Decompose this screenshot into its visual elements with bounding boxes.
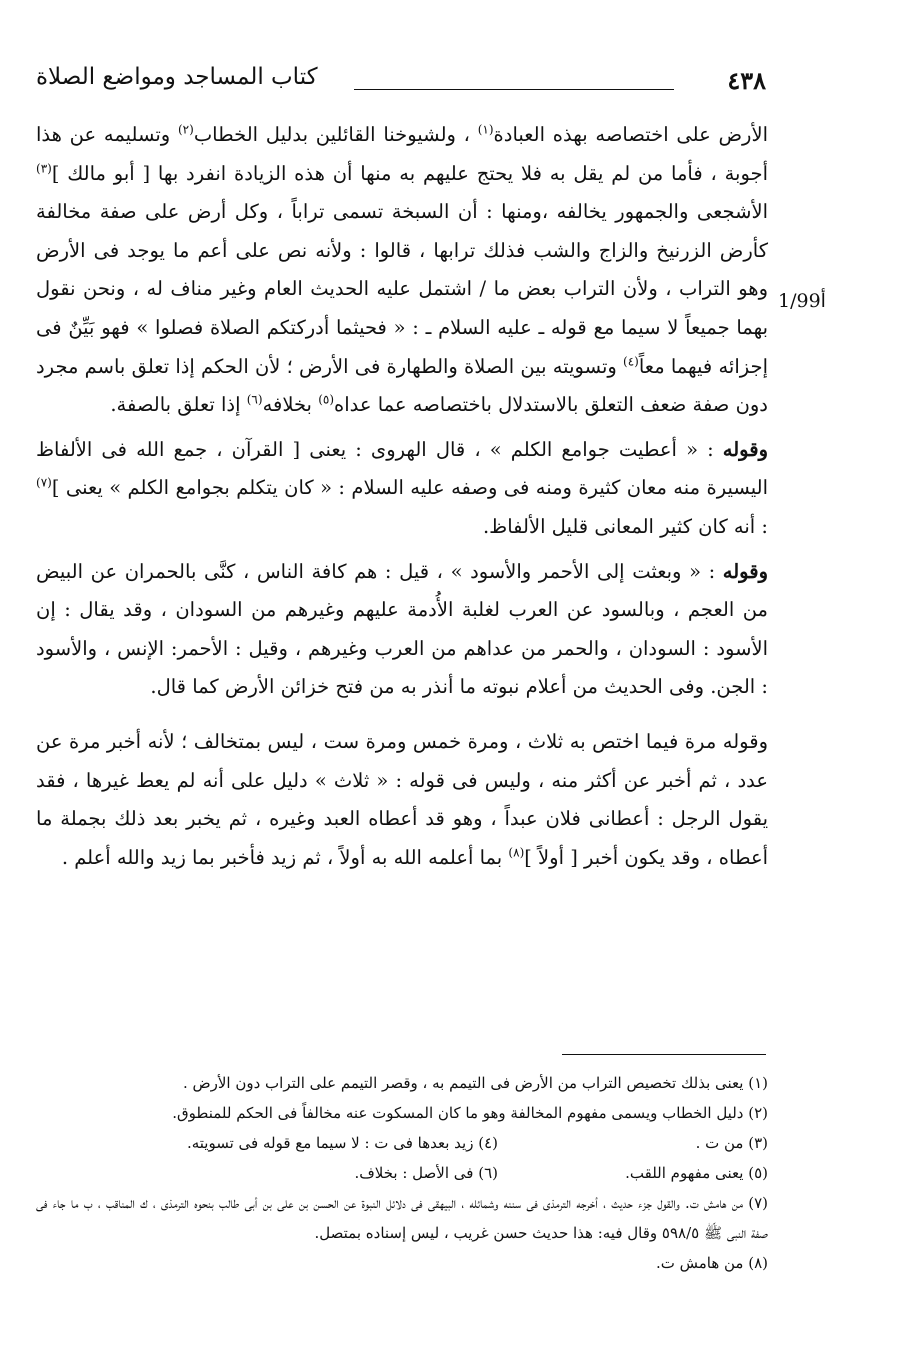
- page-number: ٤٣٨: [727, 66, 766, 95]
- footnote-ref-3[interactable]: (٣): [36, 161, 52, 176]
- text-run: : « وبعثت إلى الأحمر والأسود » ، قيل : هم كافة الناس ، كنَّى بالحمران عن البيض من العجم ، وبالسود عن العرب لغلبة الأُدمة عليهم وغيرهم من السودان ، وقد يقال : إن الأسود : السودان ، والحمر من عداهم من العرب وغيرهم ، وقيل : الأحمر: الإنس ، والأسود : الجن. وفى الحديث من أعلام نبوته ما أنذر به من فتح خزائن الأرض كما قال.: [36, 559, 768, 699]
- text-run: : « أعطيت جوامع الكلم » ، قال الهروى : يعنى [ القرآن ، جمع الله فى الألفاظ اليسيرة منه معان كثيرة ومنه فى وصفه عليه السلام : « كان يتكلم بجوامع الكلم » يعنى ]: [36, 437, 768, 500]
- footnote-ref-1[interactable]: (١): [477, 122, 494, 137]
- footnotes: [36, 1068, 768, 1278]
- paragraph-1: [36, 116, 768, 425]
- text-run: الأشجعى والجمهور يخالفه ،ومنها : أن السبخة تسمى تراباً ، وكل أرض على صفة مخالفة كأرض الزرنيخ والزاج والشب فذلك ترابها ، قالوا : ولأنه نص على أعم ما يوجد فى الأرض وهو التراب ، ولأن التراب بعض ما / اشتمل عليه الحديث العام وغير مناف له ، ونحن نقول بهما جميعاً لا سيما مع قوله ـ عليه السلام ـ : « فحيثما أدركتكم الصلاة فصلوا » فهو بَيِّنٌ فى إجزائه فيهما معاً: [36, 200, 768, 378]
- text-run: إذا تعلق بالصفة.: [110, 393, 247, 417]
- footnote-ref-2[interactable]: (٢): [177, 122, 194, 137]
- footnote-row-5-6: [36, 1158, 768, 1188]
- text-run: وتسليمه عن هذا أجوبة ، فأما من لم يقل به فلا يحتج عليهم به منها أن هذه الزيادة انفرد بها [ أبو مالك ]: [36, 123, 768, 185]
- header-rule: [354, 89, 674, 90]
- text-run: ، ولشيوخنا القائلين بدليل الخطاب: [193, 123, 478, 146]
- text-run: : أنه كان كثير المعانى قليل الألفاظ.: [482, 514, 768, 538]
- footnote-separator: [562, 1054, 766, 1055]
- text-run: الأرض على اختصاصه بهذه العبادة: [493, 123, 768, 146]
- text-run: بخلافه: [262, 393, 319, 417]
- text-run: وتسويته بين الصلاة والطهارة فى الأرض ؛ لأن الحكم إذا تعلق باسم مجرد دون صفة ضعف التعلق بالاستدلال باختصاصه عما عداه: [36, 354, 768, 417]
- footnote-row-3-4: [36, 1128, 768, 1158]
- paragraph-3: [36, 553, 768, 707]
- lead-word: وقوله: [722, 559, 768, 583]
- footnote-4: (٤) زيد بعدها فى ت : لا سيما مع قوله فى تسويته.: [186, 1134, 498, 1152]
- lead-word: وقوله: [722, 437, 768, 461]
- running-title: كتاب المساجد ومواضع الصلاة: [36, 64, 318, 90]
- footnote-2: (٢) دليل الخطاب ويسمى مفهوم المخالفة وهو ما كان المسكوت عنه مخالفاً فى الحكم للمنطوق.: [172, 1104, 768, 1122]
- footnote-ref-6[interactable]: (٦): [246, 392, 263, 407]
- paragraph-4: [36, 723, 768, 877]
- paragraph-2: [36, 431, 768, 547]
- footnote-7: (٧) من هامش ت. والقول جزء حديث ، أخرجه الترمذى فى سننه وشمائله ، البيهقى فى دلائل النبوة عن الحسن بن على بن أبى طالب بنحوه الترمذى ، ك المناقب ، ب ما جاء فى صفة النبى ﷺ ٥٩٨/٥ وقال فيه: هذا حديث حسن غريب ، ليس إسناده بمتصل.: [36, 1194, 768, 1242]
- footnote-6: (٦) فى الأصل : بخلاف.: [354, 1164, 498, 1182]
- footnote-ref-8[interactable]: (٨): [508, 845, 525, 860]
- text-run: وقوله مرة فيما اختص به ثلاث ، ومرة خمس ومرة ست ، ليس بمتخالف ؛ لأنه أخبر مرة عن عدد ، ثم أخبر عن أكثر منه ، وليس فى قوله : « ثلاث » دليل على أنه لم يعط غيرها ، فقد يقول الرجل : أعطانى فلان عبداً ، وهو قد أعطاه العبد وغيره ، ثم يخبر بعد ذلك بجملة ما أعطاه ، وقد يكون أخبر [ أولاً ]: [36, 729, 768, 869]
- text-run: بما أعلمه الله به أولاً ، ثم زيد فأخبر بما زيد والله أعلم .: [61, 845, 509, 869]
- footnote-5: (٥) يعنى مفهوم اللقب.: [625, 1164, 768, 1182]
- footnote-1: (١) يعنى بذلك تخصيص التراب من الأرض فى التيمم به ، وقصر التيمم على التراب دون الأرض .: [182, 1074, 768, 1092]
- margin-folio-note: 1/99أ: [778, 290, 826, 312]
- footnote-ref-7[interactable]: (٧): [36, 475, 52, 490]
- footnote-ref-5[interactable]: (٥): [318, 392, 335, 407]
- page-header: [36, 62, 766, 102]
- main-text: [36, 116, 768, 877]
- footnote-8: (٨) من هامش ت.: [655, 1254, 768, 1272]
- footnote-ref-4[interactable]: (٤): [623, 354, 639, 369]
- footnote-3: (٣) من ت .: [695, 1134, 768, 1152]
